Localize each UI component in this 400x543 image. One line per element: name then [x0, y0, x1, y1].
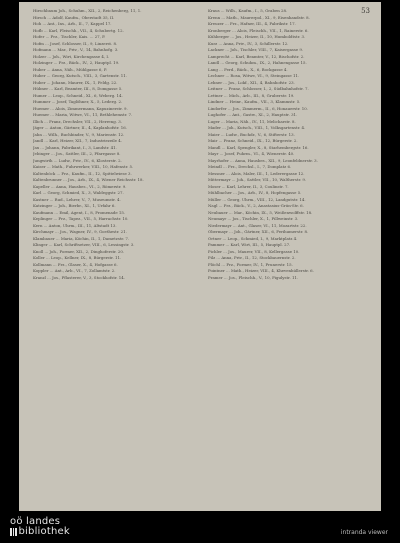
page-number: 53 — [361, 7, 370, 15]
directory-entry: Lughofer ... Ant., Gastw., XI., 2, Hauptstr. 31. — [208, 113, 298, 117]
library-logo[interactable] — [10, 517, 70, 537]
directory-entry: Pramer ... Jos., Fleischh., V., 10, Figulystr. 11. — [208, 275, 299, 280]
directory-entry: Huber ... Johann, Maurer, IX., 1, Feldg. 22. — [33, 80, 118, 85]
directory-entry: Luger ... Maria, Näh., IV., 11, Melicharstr. 8. — [208, 119, 296, 124]
directory-entry: Lechner ... Rosa, Witwe, VI., 9, Steingasse 11. — [208, 74, 300, 78]
directory-entry: Klambauer ... Maria, Köchin, II., 1, Dametzstr. 7. — [33, 236, 130, 241]
directory-entry: Krenn ... Math., Maurerpol., XI., 9, Eisenhandstr. 8. — [208, 15, 310, 20]
directory-entry: Koppler ... Ant., Arb., VI., 7, Zollamtstr. 2. — [33, 269, 116, 273]
directory-entry: Holzinger ... Frz., Bäck., IV., 2, Hauptpl. 19. — [33, 61, 120, 65]
directory-entry: Holzer ... Joh., Wirt, Kirchengasse 4, I. — [33, 54, 110, 59]
directory-entry: Lettner ... Mich., Arb., III., 8, Gruberstr. 19. — [208, 93, 295, 98]
directory-entry: Landl ... Georg, Schuhm., IX., 2, Hahnengasse 15. — [208, 61, 307, 65]
directory-entry: Kronberger ... Alois, Fleischh., VII., 1, Rainerstr. 6. — [208, 28, 309, 33]
directory-entry: Niedermayr ... Ant., Glaser, VI., 11, Mozartstr. 22. — [208, 223, 307, 228]
directory-entry: Kranzl ... Jos., Pflasterer, V., 3, Stockhofstr. 14. — [33, 275, 125, 280]
directory-entry: Mayr ... Josef, Fuhrm., VI., 4, Wienerstr. 40. — [208, 152, 295, 156]
directory-entry: Hofmann ... Mar., Priv., V., 14, Bahnhofg. 3. — [33, 48, 119, 52]
directory-entry: Lindner ... Heinr., Kaufm., VII., 3, Klammstr. 5. — [208, 100, 301, 104]
directory-entry: Hofm ... Josef, Schlosser, II., 9, Linzerst. 8. — [33, 41, 118, 46]
directory-entry: Karl ... Georg, Schmied, X., 3, Waldeggstr. 27. — [33, 191, 124, 195]
directory-entry: Kraus ... Wilh., Kaufm., I., 5, Graben 28. — [208, 9, 288, 13]
directory-entry: Pilz ... Anna, Priv., II., 12, Stockbauernstr. 2. — [208, 256, 296, 260]
directory-entry: Hübner ... Karl, Beamter, III., 8, Domgasse 5. — [33, 87, 123, 91]
directory-entry: Pointner ... Math., Heizer, VIII., 4, Khevenhüllerstr. 6. — [208, 269, 314, 273]
directory-entry: Pichler ... Jos., Maurer, VII., 8, Kellergasse 10. — [208, 249, 300, 254]
directory-entry: Mühlbacher ... Jos., Arb., IV., 8, Hopfengasse 5. — [208, 191, 302, 195]
directory-entry: Kirchmayr ... Jos., Wagner, IV., 9, Goethestr. 21. — [33, 230, 127, 234]
directory-entry: Kaiser ... Math., Fuhrwerker, VIII., 10, Hafenstr. 5. — [33, 165, 134, 169]
directory-entry: Mair ... Franz, Schneid., IX., 12, Bürgerstr. 2. — [208, 139, 298, 143]
directory-entry: Hirsch ... Adolf, Kaufm., Oberstadt 35, II. — [33, 15, 115, 20]
directory-entry: Hofb ... Karl, Fleischh., VII., 4, Schubertg. 12. — [33, 28, 124, 33]
directory-entry: Kaufmann ... Emil, Agent, I., 8, Promenade 15. — [33, 210, 126, 215]
directory-entry: Jahn ... Wilh., Buchbinder, V., 9, Marienstr. 12. — [33, 132, 125, 137]
scanned-page — [19, 2, 381, 511]
directory-entry: Lindorfer ... Jos., Zimmerm., II., 6, Honauerstr. 10. — [208, 106, 308, 111]
directory-entry: Jäger ... Anton, Gärtner, II., 4, Kaplanhofstr. 16. — [33, 126, 127, 130]
viewer-label[interactable]: intranda viewer — [340, 529, 388, 536]
directory-entry: Klinger ... Karl, Schriftsetzer, VIII., 6, Lessingstr. 3. — [33, 243, 135, 247]
directory-entry: Kern ... Anton, Uhrm., III., 11, Altstadt 13. — [33, 223, 117, 228]
directory-entry: Kurz ... Anna, Priv., IV., 3, Schillerstr. 12. — [208, 41, 289, 46]
directory-entry: Keplinger ... Frz., Tapez., VII., 5, Harrachstr. 10. — [33, 217, 129, 221]
directory-entry: Hofer ... Frz., Tischler, Kais. ... 27, P. — [33, 35, 106, 39]
directory-entry: Knoll ... Joh., Former, XII., 2, Dinghoferstr. 20. — [33, 249, 125, 254]
directory-entry: Kaltenbrunner ... Jos., Arb., IX., 4, Wiener Reichsstr. 18. — [33, 178, 144, 182]
directory-entry: Huber ... Georg, Kutsch., VIII., 3, Gartenstr. 11. — [33, 74, 127, 78]
directory-entry: Neumayr ... Jos., Tischler, X., 1, Pillweinstr. 3. — [208, 217, 299, 221]
directory-entry: Hirschbaum Joh., Schuhm., XII., 2, Reichenberg, 11, 1. — [33, 9, 142, 13]
directory-entry: Katzinger ... Joh., Bierbr., XI., 1, Urfahr 6. — [33, 204, 116, 208]
directory-entry: Huemer ... Alois, Zimmermann, Kapuzinerstr. 9. — [33, 106, 128, 111]
directory-entry: Kastner ... Rud., Lehrer, V., 7, Museumstr. 4. — [33, 197, 121, 202]
directory-entry: Kaltenböck ... Frz., Kaufm., II., 12, Spittelwiese 3. — [33, 171, 132, 176]
directory-entry: Jungwirth ... Ludw., Priv., IV., 6, Klosterstr. 2. — [33, 158, 122, 163]
directory-entry: Mandl ... Karl, Spengler, X., 8, Starhembergstr. 16. — [208, 145, 309, 150]
logo-bottom-line — [10, 527, 70, 537]
directory-entry: Maier ... Ludw., Buchdr., V., 6, Stifterstr. 13. — [208, 132, 295, 137]
directory-entry: Moser ... Karl, Lehrer, II., 3, Coulinstr. 7. — [208, 184, 289, 189]
directory-entry: Kühberger ... Jos., Heizer, II., 10, Humboldtstr. 3. — [208, 35, 306, 39]
directory-entry: Hummer ... Josef, Taglöhner, X., 5, Lederg. 2. — [33, 100, 123, 104]
directory-entry: Humer ... Leop., Schneid., XI., 6, Weberg. 14. — [33, 93, 123, 98]
logo-bottom-text: bibliothek — [18, 526, 70, 537]
left-column — [33, 9, 198, 504]
directory-entry: Huber ... Anna, Näh., Mühlgasse 6, P. — [33, 67, 107, 72]
directory-entry: Mittermayr ... Joh., Sattler, VII., 10, Waltherstr. 9. — [208, 178, 307, 182]
directory-entry: Lehner ... Jos., Lokf., XII., 4, Bahnhofstr. 23. — [208, 80, 295, 85]
directory-entry: Koller ... Leop., Kellner, IX., 8, Bürgerstr. 11. — [33, 256, 122, 260]
directory-entry: Mayrhofer ... Anna, Hausbes., XII., 9, Leonfeldnerstr. 3. — [208, 158, 318, 163]
directory-entry: Obermayr ... Joh., Gärtner, XII., 6, Ferihumerstr. 8. — [208, 230, 309, 234]
directory-entry: Plöchl ... Frz., Former, IV., 1, Prunerstr. 15. — [208, 262, 293, 267]
directory-entry: Illich ... Franz, Drechsler, VII., 2, Herreng. 3. — [33, 119, 122, 124]
logo-top-text: oö landes — [10, 516, 61, 527]
directory-entry: Müller ... Georg, Uhrm., VIII., 12, Landgutstr. 14. — [208, 197, 306, 202]
directory-entry: Kreuzer ... Frz., Hafner, III., 4, Fabrikstr. 17. — [208, 22, 296, 26]
directory-entry: Kapeller ... Anna, Hausbes., VI., 2, Römerstr. 9. — [33, 184, 127, 189]
directory-entry: Mader ... Joh., Kutsch., VIII., 1, Volksgartenstr. 4. — [208, 126, 306, 130]
directory-entry: Jandl ... Karl, Heizer, XII., 7, Industriezeile 4. — [33, 139, 122, 143]
directory-entry: Pammer ... Karl, Wirt, III., 5, Hauptpl. 27. — [208, 243, 291, 247]
directory-entry: Nagl ... Frz., Bäck., V., 2, Anastasius-Grün-Str. 6. — [208, 204, 304, 208]
logo-bars-icon — [10, 528, 17, 536]
directory-entry: Leitner ... Franz, Schlosser, I., 2, Südbahnhofstr. 7. — [208, 87, 309, 91]
directory-entry: Meindl ... Frz., Drechsl., I., 7, Domplatz 6. — [208, 165, 292, 169]
directory-entry: Ortner ... Leop., Schmied, I., 9, Marktplatz 4. — [208, 236, 298, 241]
directory-entry: Jebinger ... Jos., Sattler, III., 2, Pfarrgasse 8. — [33, 152, 121, 156]
directory-entry: Huemer ... Maria, Witwe, VI., 11, Bethlehemstr. 7. — [33, 113, 133, 117]
directory-entry: Lamprecht ... Karl, Beamter, V., 12, Bischofstr. 2. — [208, 54, 305, 59]
page-columns — [33, 9, 373, 504]
directory-entry: Kollmann ... Frz., Glaser, X., 4, Hofgasse 6. — [33, 262, 118, 267]
directory-entry: Lang ... Ferd., Bäck., X., 6, Bockgasse 4. — [208, 67, 288, 72]
directory-entry: Messner ... Alois, Maler, III., 1, Lederergasse 12. — [208, 171, 305, 176]
directory-entry: Lackner ... Joh., Tischler, VIII., 7, Kaisergasse 9. — [208, 48, 304, 52]
directory-entry: Neubauer ... Mar., Köchin, IX., 5, Weißenwolffstr. 18. — [208, 210, 313, 215]
directory-entry: Jax ... Johann, Fabrikant, I., 3, Landstr. 41. — [33, 145, 117, 150]
viewer-footer — [0, 511, 400, 543]
directory-entry: Hoh ... Ant., Ins., Arb., II., 7, Kappel 17. — [33, 22, 112, 26]
right-column — [208, 9, 373, 504]
